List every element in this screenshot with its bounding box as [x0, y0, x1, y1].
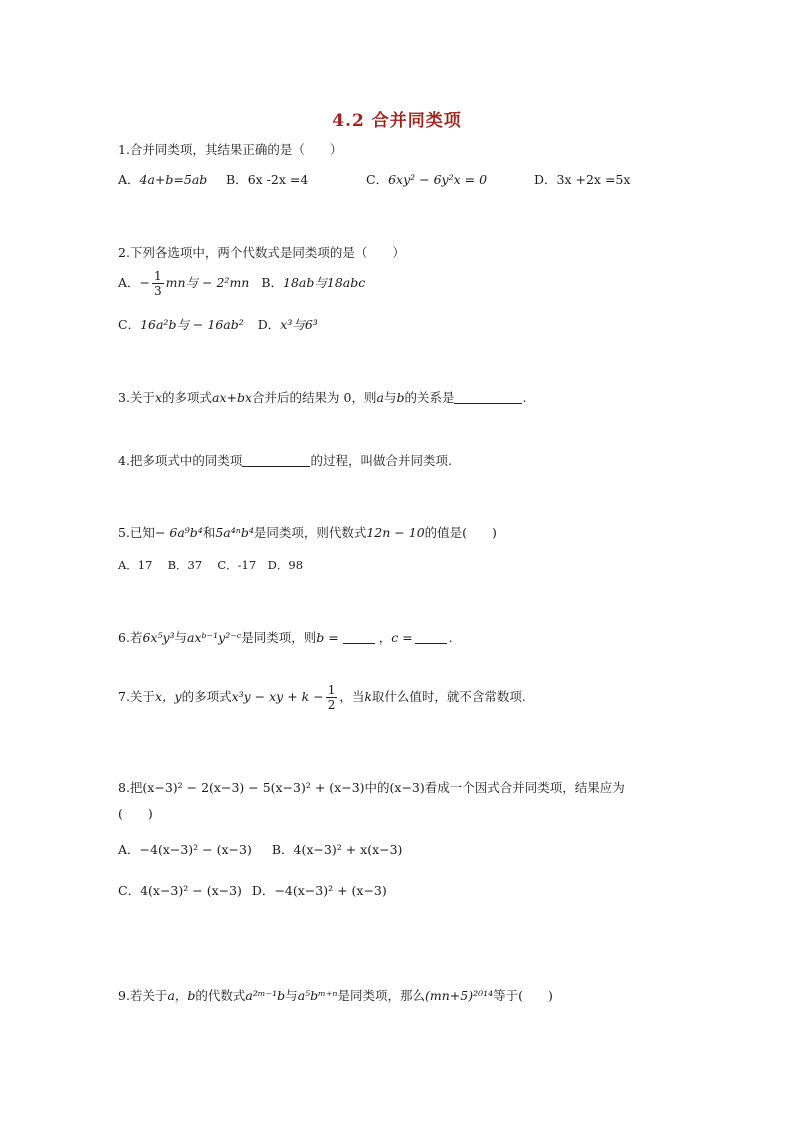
- q6-c-answer-blank[interactable]: [415, 631, 447, 644]
- q6-term-2: axᵇ⁻¹y²⁻ᶜ: [187, 630, 242, 645]
- q1-option-c-label: C．: [366, 172, 389, 187]
- question-1-options: [118, 172, 630, 188]
- q9-expr: (mn+5)²⁰¹⁴: [425, 988, 494, 1003]
- question-8-options-ab: [118, 842, 402, 858]
- q2-option-a-rest: mn与 − 2²mn: [165, 275, 250, 290]
- q9-term-1: a²ᵐ⁻¹b: [245, 988, 286, 1003]
- q9-text-d: 是同类项，那么: [337, 988, 425, 1003]
- q7-var-k: k: [364, 689, 372, 704]
- q1-option-a-label: A．: [118, 172, 140, 187]
- question-3: [118, 390, 526, 406]
- q5-text-d: 的值是( ): [424, 525, 497, 540]
- q8-option-a-expr: −4(x−3)² − (x−3): [139, 842, 252, 857]
- q4-answer-blank[interactable]: [242, 454, 310, 467]
- q7-text-d: 取什么值时，就不含常数项.: [371, 689, 526, 704]
- q3-answer-blank[interactable]: [454, 391, 522, 404]
- question-2-options-ab: [118, 266, 365, 300]
- q6-text-c: 是同类项，则: [241, 630, 317, 645]
- q2-option-d-label: D．: [257, 317, 281, 332]
- q3-text-b: 的多项式: [162, 390, 213, 405]
- question-8-stem: 8.把(x−3)² − 2(x−3) − 5(x−3)² + (x−3)中的(x−3)看成一个因式合并同类项，结果应为: [118, 780, 625, 795]
- q1-option-a: [118, 172, 226, 188]
- q7-fraction-numerator: 1: [327, 683, 336, 697]
- question-6: [118, 630, 453, 646]
- q8-option-b-expr: 4(x−3)² + x(x−3): [293, 842, 403, 857]
- q1-option-d-label: D．: [534, 172, 557, 187]
- q4-text-a: 4.把多项式中的同类项: [118, 453, 243, 468]
- q3-text-d: 与: [383, 390, 397, 405]
- q4-text-b: 的过程，叫做合并同类项.: [310, 453, 452, 468]
- q6-text-a: 6.若: [118, 630, 143, 645]
- q2-option-b-expr: 18ab与18abc: [283, 275, 366, 290]
- q9-term-2: a⁵bᵐ⁺ⁿ: [297, 988, 338, 1003]
- question-7: [118, 680, 526, 714]
- q8-option-b-label: B．: [271, 842, 294, 857]
- q2-option-a-fraction: [152, 269, 164, 298]
- q6-var-b: b =: [316, 630, 339, 645]
- question-9: [118, 988, 553, 1004]
- q8-option-c-expr: 4(x−3)² − (x−3): [140, 883, 242, 898]
- q5-expr: 12n − 10: [366, 525, 425, 540]
- q5-text-a: 5.已知: [118, 525, 155, 540]
- q3-text-a: 3.关于: [118, 390, 155, 405]
- q1-option-c-expr: 6xy² − 6y²x = 0: [388, 172, 488, 187]
- q2-option-c-expr: 16a²b与 − 16ab²: [140, 317, 244, 332]
- question-2-stem: 2.下列各选项中，两个代数式是同类项的是（ ）: [118, 245, 405, 260]
- q3-var-a: a: [376, 390, 384, 405]
- q9-text-e: 等于( ): [493, 988, 553, 1003]
- question-4: [118, 453, 452, 469]
- q2-option-b-label: B．: [261, 275, 284, 290]
- q8-option-a-label: A．: [118, 842, 140, 857]
- q6-separator: ，: [378, 630, 392, 645]
- page-title: 4.2 合并同类项: [332, 111, 462, 131]
- q6-var-c: c =: [391, 630, 413, 645]
- question-5-options: A．17 B．37 C．-17 D．98: [118, 558, 304, 572]
- q5-term-2: 5a⁴ⁿb⁴: [215, 525, 254, 540]
- q9-vars: a，b: [167, 988, 196, 1003]
- q1-option-c: [366, 172, 534, 188]
- q2-option-a-sign: −: [139, 275, 151, 290]
- q7-expr: x³y − xy + k −: [231, 689, 324, 704]
- q3-text-c: 合并后的结果为 0，则: [252, 390, 377, 405]
- q7-text-b: 的多项式: [181, 689, 232, 704]
- q6-text-b: 与: [174, 630, 188, 645]
- q5-text-b: 和: [202, 525, 216, 540]
- question-2-options-cd: [118, 317, 318, 333]
- q1-option-d-expr: 3x +2x =5x: [556, 172, 631, 187]
- q2-option-d-expr: x³与6³: [280, 317, 318, 332]
- question-5-stem: [118, 525, 497, 541]
- question-8-options-cd: [118, 883, 387, 899]
- question-8-paren: ( ): [118, 806, 153, 821]
- q8-option-d-expr: −4(x−3)² + (x−3): [274, 883, 387, 898]
- q9-text-c: 与: [285, 988, 298, 1003]
- q1-option-b-label: B．: [226, 172, 248, 187]
- q9-text-b: 的代数式: [195, 988, 246, 1003]
- q6-term-1: 6x⁵y³: [142, 630, 175, 645]
- q7-text-a: 7.关于: [118, 689, 155, 704]
- q7-fraction-denominator: 2: [327, 698, 336, 712]
- q8-option-c-label: C．: [118, 883, 141, 898]
- q7-text-c: ，当: [339, 689, 365, 704]
- q5-text-c: 是同类项，则代数式: [253, 525, 367, 540]
- q1-option-b-expr: 6x -2x =4: [247, 172, 309, 187]
- q7-vars: x，y: [154, 689, 182, 704]
- q1-option-b: [226, 172, 366, 188]
- q6-end: .: [448, 630, 453, 645]
- q1-option-d: [534, 172, 630, 188]
- q3-end: .: [522, 390, 527, 405]
- q3-text-e: 的关系是: [404, 390, 455, 405]
- q5-term-1: − 6a⁹b⁴: [154, 525, 203, 540]
- q3-var-b: b: [396, 390, 405, 405]
- q3-expr: ax+bx: [212, 390, 253, 405]
- q8-option-d-label: D．: [251, 883, 275, 898]
- q2-fraction-numerator: 1: [154, 269, 162, 283]
- q7-fraction: [326, 683, 338, 712]
- q2-fraction-denominator: 3: [154, 284, 162, 298]
- question-1-stem: 1.合并同类项，其结果正确的是（ ）: [118, 142, 343, 157]
- q1-option-a-expr: 4a+b=5ab: [139, 172, 208, 187]
- q3-var-x: x: [154, 390, 162, 405]
- q9-text-a: 9.若关于: [118, 988, 168, 1003]
- q2-option-a-label: A．: [118, 275, 140, 290]
- q6-b-answer-blank[interactable]: [343, 631, 375, 644]
- q2-option-c-label: C．: [118, 317, 141, 332]
